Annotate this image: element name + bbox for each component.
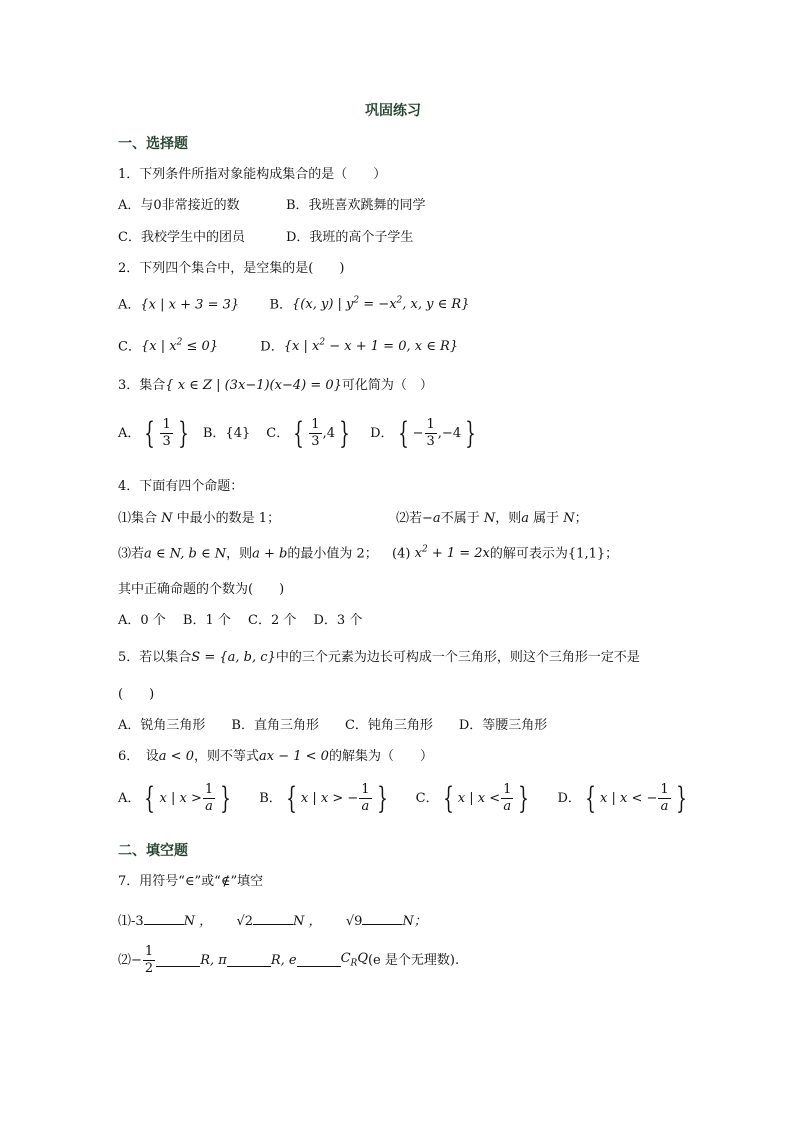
q6-d-fraction: $\frac{1}{a}$ xyxy=(660,782,669,814)
q1-option-d: D．我班的高个子学生 xyxy=(286,230,414,245)
q4-p3-math1: a ∈ N, b ∈ N xyxy=(144,546,227,562)
q5-stem-b: 中的三个元素为边长可构成一个三角形，则这个三角形一定不是 xyxy=(275,650,640,665)
q7-line-1 xyxy=(118,912,427,928)
q6-d-math: x | x < − xyxy=(600,790,658,806)
q3-b-label: B． xyxy=(202,425,226,441)
q6-d-label: D． xyxy=(557,790,581,806)
q6-c-math: x | x < xyxy=(457,790,501,806)
q6-a-math: x | x > xyxy=(159,790,202,806)
q6-c-fraction: $\frac{1}{a}$ xyxy=(503,782,512,814)
q6-math1: a < 0 xyxy=(158,749,194,764)
q6-b-label: B． xyxy=(259,790,282,806)
q7-l2-math2: R, e xyxy=(270,952,297,968)
q3-d-rbrace: } xyxy=(465,415,476,451)
q7-l1-math5: N； xyxy=(402,914,427,929)
q7-l1-math2: √2 xyxy=(236,914,254,929)
q3-c-rest: ,4 xyxy=(322,425,335,441)
q2-b-math: {(x, y) | $y^2 = -x^2$, x, y ∈ R} xyxy=(292,296,470,313)
q4-prop-3-4 xyxy=(118,546,618,560)
q4-p2-math1: −a xyxy=(422,511,441,526)
q7-l1-math3: N ， xyxy=(293,914,322,929)
q2-b-label: B． xyxy=(269,297,292,313)
q5-set-math: S = {a, b, c} xyxy=(191,650,276,665)
page-title: 巩固练习 xyxy=(365,103,421,119)
q6-b-rbrace: } xyxy=(376,780,388,816)
q6-stem xyxy=(118,750,433,763)
q7-l1-math1: N ， xyxy=(183,914,213,929)
q7-l2-tail: (e 是个无理数). xyxy=(367,952,460,968)
q3-set-math: { x ∈ Z | (3x−1)(x−4) = 0} xyxy=(165,378,342,393)
q2-a-math: {x | x + 3 = 3} xyxy=(140,297,240,313)
q3-d-fraction: $\frac{1}{3}$ xyxy=(426,417,435,449)
q4-p1-a: ⑴集合 xyxy=(118,511,158,526)
q7-blank-2[interactable] xyxy=(253,912,293,925)
q6-b-math: x | x > − xyxy=(300,790,359,806)
q4-p3-math2: a + b xyxy=(252,546,288,562)
q4-p4-math2: {1,1} xyxy=(567,546,606,562)
q4-p2-a: ⑵若 xyxy=(396,511,423,526)
q7-l2-prefix: ⑵ xyxy=(118,952,132,968)
q2-options-ab xyxy=(118,297,469,311)
q2-options-cd xyxy=(118,339,458,353)
q4-p3-b: ，则 xyxy=(226,546,253,562)
q4-p2-math2: N xyxy=(483,511,496,526)
q7-blank-6[interactable] xyxy=(297,954,341,967)
q6-c-lbrace: { xyxy=(442,780,454,816)
section-fill-heading: 二、填空题 xyxy=(118,843,188,859)
q7-stem: 7．用符号“∈”或“∉”填空 xyxy=(118,874,264,889)
q7-l2-math3: $C_RQ$ xyxy=(340,950,368,969)
q3-d-label: D． xyxy=(370,425,394,441)
q3-d-minus: − xyxy=(412,425,424,441)
q6-a-rbrace: } xyxy=(220,780,231,816)
q7-l2-fraction: $\frac{1}{2}$ xyxy=(144,944,154,976)
q3-b-math: {4} xyxy=(225,425,251,441)
q7-line-2 xyxy=(118,945,459,975)
q6-math2: ax − 1 < 0 xyxy=(259,749,329,764)
q4-p2-c: ，则 xyxy=(495,511,522,526)
q4-ask: 其中正确命题的个数为( ) xyxy=(118,582,285,597)
q3-options xyxy=(118,415,480,451)
q6-d-rbrace: } xyxy=(675,780,687,816)
q6-c-label: C． xyxy=(415,790,439,806)
q3-a-rbrace: } xyxy=(178,415,189,451)
q4-p3-c: 的最小值为 2； xyxy=(287,546,378,562)
q3-d-lbrace: { xyxy=(397,415,409,451)
q6-a-lbrace: { xyxy=(144,780,156,816)
q7-blank-3[interactable] xyxy=(362,912,402,925)
q3-a-label: A． xyxy=(118,425,141,441)
q3-a-fraction: $\frac{1}{3}$ xyxy=(162,417,171,449)
q7-l2-minus: − xyxy=(131,952,142,968)
q2-d-math: {x | $x^2 - x + 1 = 0$, x ∈ R} xyxy=(283,338,459,355)
q2-a-label: A． xyxy=(118,297,141,313)
q5-stem xyxy=(118,651,640,664)
q7-l1-math4: √9 xyxy=(345,914,363,929)
q4-p4-math1: $x^2 + 1 = 2x$ xyxy=(414,545,490,562)
q4-p2-math4: N xyxy=(563,511,575,526)
q6-options xyxy=(118,780,691,816)
q1-option-c: C．我校学生中的团员 xyxy=(118,230,245,245)
q3-c-rbrace: } xyxy=(339,415,350,451)
q4-p1-math: N xyxy=(161,511,173,526)
q3-tail: 可化简为（ ） xyxy=(341,378,433,393)
q6-c-rbrace: } xyxy=(518,780,530,816)
q5-paren: ( ) xyxy=(118,687,155,702)
q1-stem: 1．下列条件所指对象能构成集合的是（ ） xyxy=(118,167,387,182)
q4-prop-1 xyxy=(118,512,280,525)
q2-c-math: {x | $x^2 \le 0$} xyxy=(140,338,219,355)
q5-stem-a: 5．若以集合 xyxy=(118,650,192,665)
q6-stem-c: 的解集为（ ） xyxy=(328,749,433,764)
q4-p4-a: (4) xyxy=(392,546,411,562)
q3-c-lbrace: { xyxy=(293,415,305,451)
q1-option-a: A．与0非常接近的数 xyxy=(118,198,240,213)
q4-p2-b: 不属于 xyxy=(440,511,480,526)
q7-l1-prefix: ⑴-3 xyxy=(118,914,144,929)
q3-a-lbrace: { xyxy=(144,415,156,451)
q6-b-fraction: $\frac{1}{a}$ xyxy=(361,782,370,814)
q6-a-fraction: $\frac{1}{a}$ xyxy=(204,782,214,814)
q7-blank-4[interactable] xyxy=(156,954,200,967)
q2-c-label: C． xyxy=(118,339,141,355)
q2-stem: 2．下列四个集合中，是空集的是( ) xyxy=(118,261,345,276)
q6-stem-a: 6． 设 xyxy=(118,749,159,764)
q3-c-label: C． xyxy=(266,425,290,441)
q4-p1-b: 中最小的数是 1； xyxy=(176,511,281,526)
q1-option-b: B．我班喜欢跳舞的同学 xyxy=(286,198,426,213)
q6-a-label: A． xyxy=(118,790,141,806)
q7-l2-math1: R, π xyxy=(200,952,227,968)
q4-p3-a: ⑶若 xyxy=(118,546,145,562)
q5-options: A．锐角三角形 B．直角三角形 C．钝角三角形 D．等腰三角形 xyxy=(118,718,548,733)
q4-p2-math3: a xyxy=(521,511,529,526)
q4-options: A．0 个 B．1 个 C．2 个 D．3 个 xyxy=(118,613,363,628)
q6-d-lbrace: { xyxy=(585,780,596,816)
q3-num: 3．集合 xyxy=(118,378,166,393)
q7-blank-1[interactable] xyxy=(144,912,184,925)
q4-p4-b: 的解可表示为 xyxy=(489,546,568,562)
q4-p2-d: 属于 xyxy=(533,511,560,526)
q2-d-label: D． xyxy=(260,339,284,355)
q3-c-fraction: $\frac{1}{3}$ xyxy=(311,417,320,449)
q6-b-lbrace: { xyxy=(286,780,297,816)
q7-blank-5[interactable] xyxy=(227,954,271,967)
q4-stem: 4．下面有四个命题： xyxy=(118,479,244,494)
q4-prop-2 xyxy=(396,512,588,525)
q4-p2-e: ； xyxy=(574,511,588,526)
q3-stem xyxy=(118,379,433,392)
q6-stem-b: ，则不等式 xyxy=(193,749,259,764)
q3-d-rest: ,−4 xyxy=(437,425,462,441)
q4-p4-c: ； xyxy=(605,546,619,562)
section-choice-heading: 一、选择题 xyxy=(118,136,188,152)
